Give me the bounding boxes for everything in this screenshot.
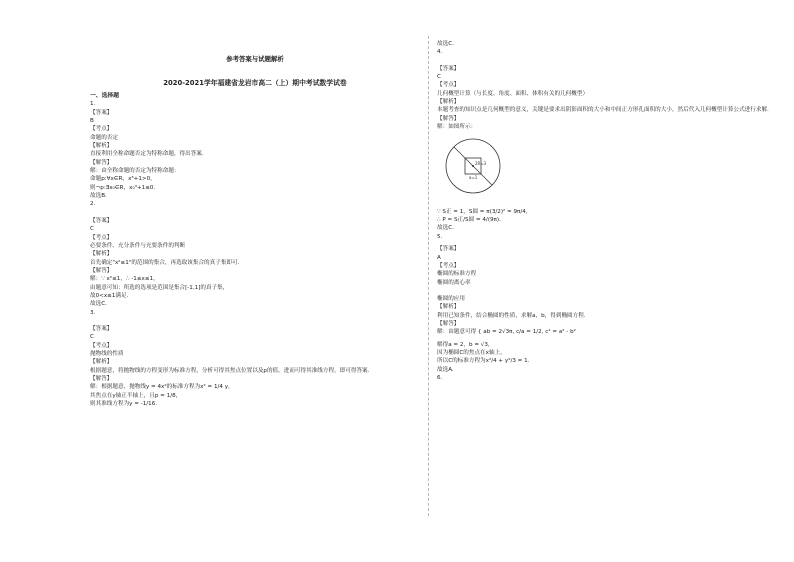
answer-line: 【解析】 — [90, 359, 113, 366]
solution-line: 【解答】 — [90, 376, 113, 382]
formula-line: ∵ S正 = 1，S圆 = π(3/2)² = 9π/4， — [437, 208, 532, 215]
answer-line: 解：由全称命题的否定为特称命题： — [90, 168, 180, 175]
doc-subtitle: 2020-2021学年福建省龙岩市高二（上）期中考试数学试卷 — [163, 79, 347, 87]
answer-line: 则¬p:∃x₀∈R，x₀³+1≤0. — [90, 184, 156, 191]
answer-line — [90, 317, 420, 325]
answer-line: 必要条件、充分条件与充要条件的判断 — [90, 242, 186, 249]
left-column — [90, 54, 420, 408]
answer-line: 【考点】 — [90, 234, 113, 241]
left-answer-lines — [90, 100, 420, 366]
answer-line: 命题的否定 — [90, 134, 118, 141]
answer-line: 【解答】 — [90, 267, 113, 274]
answer-line: 椭圆的应用 — [437, 295, 465, 302]
right-solution-intro — [437, 115, 772, 132]
answer-line: 【解析】 — [437, 304, 460, 311]
answer-line: 【答案】 — [90, 109, 113, 116]
answer-line: C — [437, 74, 441, 81]
answer-line: 【解析】 — [90, 251, 113, 258]
answer-line — [437, 57, 772, 65]
solution-line: 解：根据题意，抛物线y = 4x²的标准方程为x² = 1/4 y， — [90, 384, 234, 391]
answer-line: 直接利用全称命题否定为特称命题，得出答案. — [90, 151, 204, 158]
answer-line: 4. — [437, 49, 443, 56]
figure-label-diameter: 2R=3 — [475, 161, 487, 167]
solution-line: 解：如图所示： — [437, 124, 477, 131]
answer-line: 【解答】 — [90, 159, 113, 166]
formula-line: ∴ P = S正/S圆 = 4/(9π). — [437, 217, 501, 224]
answer-line: C — [90, 226, 94, 233]
answer-line: 2. — [90, 201, 96, 208]
solution-line: 则其准线方程为y = -1/16. — [90, 401, 158, 408]
solution-line: 【解答】 — [437, 115, 460, 122]
answer-line: 故选B. — [90, 193, 107, 200]
answer-line: A — [437, 254, 441, 261]
answer-line: 由题意可知：所选的选项是范围是集合[-1,1]的真子集， — [90, 284, 229, 291]
right-column — [437, 40, 772, 382]
section-heading: 一、选择题 — [90, 93, 119, 99]
answer-line: 解：∵ x²≤1，∴ -1≤x≤1， — [90, 276, 159, 283]
answer-line: 1. — [90, 101, 96, 108]
answer-line: 【答案】 — [437, 246, 460, 253]
solution-line: 因为椭圆C的焦点在x轴上， — [437, 349, 506, 356]
left-analysis-paragraph: 根据题意，将抛物线的方程变形为标准方程，分析可得其焦点位置以及p的值，进而可得其准线方程，即可得答案. — [90, 367, 370, 374]
answer-line: 利用已知条件，结合椭圆的性质，求解a，b，得到椭圆方程. — [437, 312, 586, 319]
answer-line: 故0<x≤1满足. — [90, 292, 129, 299]
answer-line: 3. — [90, 309, 96, 316]
answer-line — [437, 287, 772, 295]
answer-line: 【解析】 — [90, 143, 113, 150]
solution-line: 解得a = 2，b = √3， — [437, 341, 494, 348]
answer-line: 椭圆的离心率 — [437, 279, 471, 286]
answer-line: 【考点】 — [437, 82, 460, 89]
answer-line: 【解答】 — [437, 320, 460, 327]
solution-line: 所以C的标准方程为x²/4 + y²/3 = 1. — [437, 358, 530, 365]
answer-line: 【答案】 — [90, 325, 113, 332]
answer-line: 【答案】 — [437, 65, 460, 72]
solution-line: 故选A. — [437, 366, 454, 373]
formula-line: 5. — [437, 233, 443, 240]
answer-line — [90, 209, 420, 217]
right-answer-lines — [437, 40, 772, 106]
answer-line: 故选C. — [437, 41, 454, 47]
answer-line: 【考点】 — [437, 262, 460, 269]
answer-line: B — [90, 118, 94, 125]
left-solution-lines — [90, 375, 420, 408]
answer-line: 【解析】 — [437, 99, 460, 106]
answer-line: C — [90, 334, 94, 341]
answer-line: 首先确定"x²≤1"的范围的集合，再选取该集合的真子集即可. — [90, 259, 240, 266]
circle-square-figure — [443, 134, 503, 200]
solution-line: 其焦点在y轴正半轴上，且p = 1/8， — [90, 392, 182, 399]
answer-line: 故选C. — [90, 301, 107, 308]
formula-line: 故选C. — [437, 225, 454, 232]
right-q5-lines — [437, 245, 772, 328]
figure-center — [472, 165, 474, 167]
solution-line: 6. — [437, 374, 443, 381]
doc-title: 参考答案与试题解析 — [226, 55, 284, 63]
column-divider — [428, 36, 429, 516]
answer-line: 椭圆的标准方程 — [437, 271, 477, 278]
right-probability-formulas — [437, 208, 772, 241]
answer-line: 【考点】 — [90, 342, 113, 349]
right-analysis-paragraph: 本题考查的知识点是几何概型的意义，关键是要求出阴影面积的大小和中间正方形孔面积的大小，然后代入几何概型计算公式进行求解. — [437, 107, 769, 114]
answer-line: 【考点】 — [90, 126, 113, 133]
right-q5-solution — [437, 341, 772, 383]
answer-line: 【答案】 — [90, 217, 113, 224]
ellipse-system: 解：由题意可得 { ab = 2√3π, c/a = 1/2, c² = a² - b² — [437, 329, 576, 336]
answer-line: 命题p:∀x∈R，x³+1>0， — [90, 176, 156, 183]
figure-label-side: a=1 — [469, 175, 478, 181]
answer-line: 抛物线的性质 — [90, 350, 124, 357]
answer-line: 几何概型计算（与长度、角度、面积、体积有关的几何概型） — [437, 90, 589, 97]
